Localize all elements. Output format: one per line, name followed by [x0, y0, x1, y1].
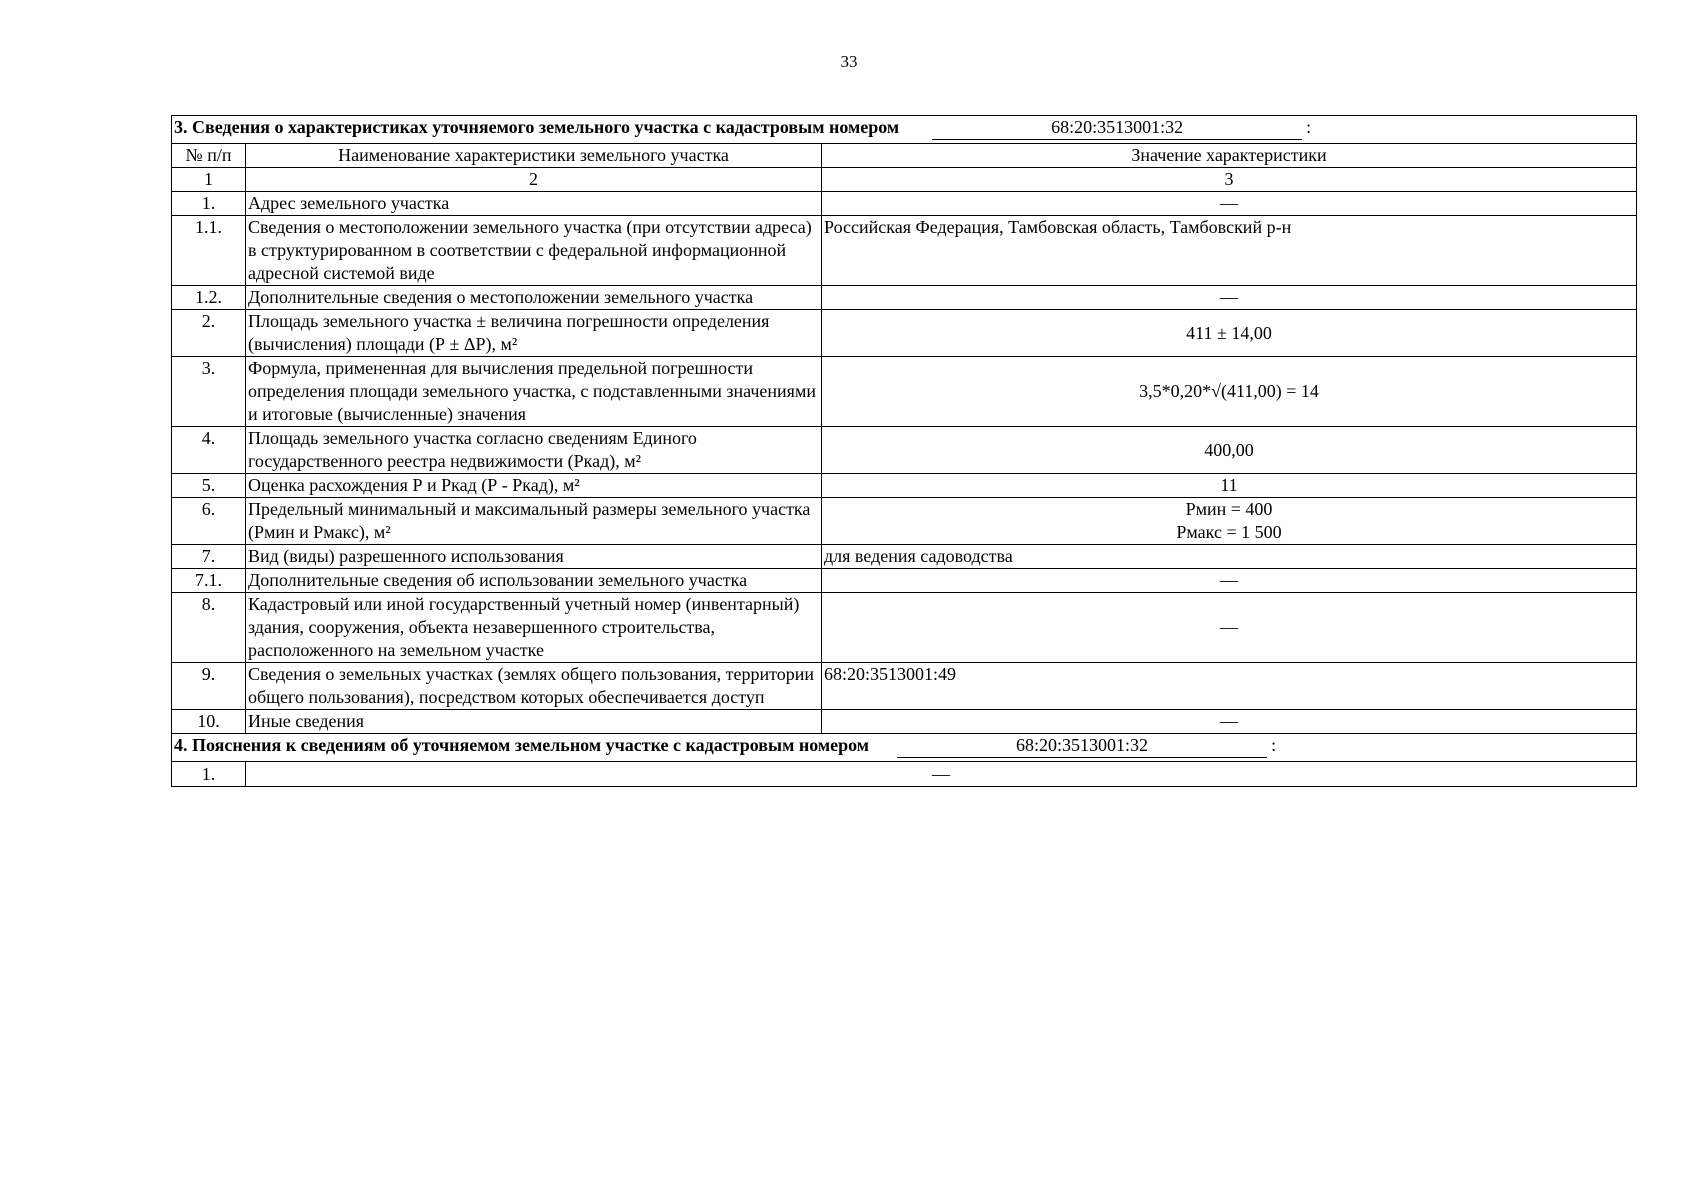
page-number: 33 [840, 52, 858, 71]
row-name: Оценка расхождения Р и Ркад (Р - Ркад), м² [246, 474, 822, 498]
section3-colon: : [1306, 117, 1312, 137]
section4-row-value: — [246, 762, 1637, 787]
table-row [172, 498, 1637, 545]
row-name: Вид (виды) разрешенного использования [246, 545, 822, 569]
row-name: Предельный минимальный и максимальный размеры земельного участка (Рмин и Рмакс), м² [246, 498, 822, 545]
table-column-numbers-row [172, 168, 1637, 192]
row-value: 3,5*0,20*√(411,00) = 14 [822, 357, 1637, 427]
row-number: 1. [172, 192, 246, 216]
section4-header [172, 734, 1637, 762]
row-name: Иные сведения [246, 710, 822, 734]
table-row [172, 663, 1637, 710]
row-number: 6. [172, 498, 246, 545]
row-value-min: Рмин = 400 [1185, 499, 1273, 519]
row-number: 8. [172, 593, 246, 663]
row-value: 400,00 [822, 427, 1637, 474]
header-col-value: Значение характеристики [822, 144, 1637, 168]
header-col-name: Наименование характеристики земельного участка [246, 144, 822, 168]
section3-header-row [172, 116, 1637, 144]
table-row [172, 710, 1637, 734]
section4-colon: : [1271, 735, 1277, 755]
row-number: 7. [172, 545, 246, 569]
section4-row [172, 762, 1637, 787]
table-row [172, 545, 1637, 569]
table-row [172, 474, 1637, 498]
row-value [822, 498, 1637, 545]
row-name: Формула, примененная для вычисления предельной погрешности определения площади земельного участка, с подставленными значениями и итоговые (вычисленные) значения [246, 357, 822, 427]
column-number-3: 3 [822, 168, 1637, 192]
row-value: — [822, 192, 1637, 216]
row-name: Сведения о земельных участках (землях общего пользования, территории общего пользования), посредством которых обеспечивается доступ [246, 663, 822, 710]
table-row [172, 427, 1637, 474]
row-number: 4. [172, 427, 246, 474]
header-col-num: № п/п [172, 144, 246, 168]
table-row [172, 593, 1637, 663]
section3-header [172, 116, 1637, 144]
row-number: 1.1. [172, 216, 246, 286]
row-value: Российская Федерация, Тамбовская область, Тамбовский р-н [822, 216, 1637, 286]
row-name: Кадастровый или иной государственный учетный номер (инвентарный) здания, сооружения, объекта незавершенного строительства, расположенного на земельном участке [246, 593, 822, 663]
row-number: 3. [172, 357, 246, 427]
row-name: Дополнительные сведения об использовании земельного участка [246, 569, 822, 593]
row-value: для ведения садоводства [822, 545, 1637, 569]
table-row [172, 310, 1637, 357]
cadastral-characteristics-table [171, 115, 1637, 787]
row-number: 7.1. [172, 569, 246, 593]
row-number: 9. [172, 663, 246, 710]
row-name: Адрес земельного участка [246, 192, 822, 216]
section3-title: 3. Сведения о характеристиках уточняемого земельного участка с кадастровым номером [174, 117, 900, 137]
row-number: 2. [172, 310, 246, 357]
row-number: 5. [172, 474, 246, 498]
row-value: 411 ± 14,00 [822, 310, 1637, 357]
section4-cadastral-number: 68:20:3513001:32 [897, 734, 1267, 758]
column-number-2: 2 [246, 168, 822, 192]
table-row [172, 357, 1637, 427]
table-row [172, 569, 1637, 593]
row-name: Дополнительные сведения о местоположении земельного участка [246, 286, 822, 310]
row-value: — [822, 569, 1637, 593]
row-value: 68:20:3513001:49 [822, 663, 1637, 710]
section4-header-row [172, 734, 1637, 762]
section4-title: 4. Пояснения к сведениям об уточняемом земельном участке с кадастровым номером [174, 735, 870, 755]
row-value: — [822, 710, 1637, 734]
table-row [172, 192, 1637, 216]
row-value-max: Рмакс = 1 500 [1176, 522, 1282, 542]
row-name: Площадь земельного участка ± величина погрешности определения (вычисления) площади (Р ± ΔР), м² [246, 310, 822, 357]
row-number: 10. [172, 710, 246, 734]
row-value: — [822, 286, 1637, 310]
row-value: — [822, 593, 1637, 663]
row-name: Площадь земельного участка согласно сведениям Единого государственного реестра недвижимости (Ркад), м² [246, 427, 822, 474]
section4-row-number: 1. [172, 762, 246, 787]
table-row [172, 216, 1637, 286]
column-number-1: 1 [172, 168, 246, 192]
row-value: 11 [822, 474, 1637, 498]
row-name: Сведения о местоположении земельного участка (при отсутствии адреса) в структурированном в соответствии с федеральной информационной адресной системой виде [246, 216, 822, 286]
table-row [172, 286, 1637, 310]
row-number: 1.2. [172, 286, 246, 310]
section3-cadastral-number: 68:20:3513001:32 [932, 116, 1302, 140]
table-header-row [172, 144, 1637, 168]
